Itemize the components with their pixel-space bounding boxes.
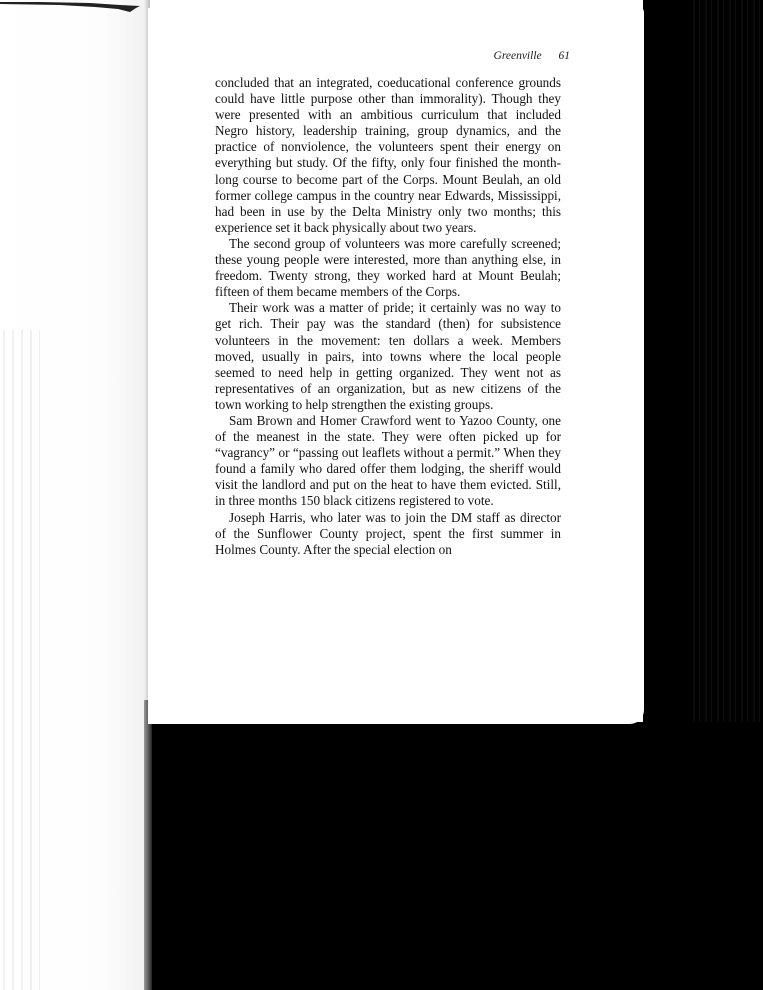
scanner-background-bottom — [147, 722, 763, 990]
body-text — [215, 75, 561, 558]
scan-corner-mark — [0, 0, 140, 14]
running-head-title: Greenville — [493, 50, 542, 62]
paragraph-second-group: The second group of volunteers was more carefully screened; these young people were interested, more than anything else, in freedom. Twenty strong, they worked hard at Mount Beulah; fifteen of them became members of the Corps. — [215, 235, 561, 300]
page-number: 61 — [558, 50, 570, 62]
paragraph-joseph-harris: Joseph Harris, who later was to join the DM staff as director of the Sunflower County project, spent the first summer in Holmes County. After the special election on — [215, 509, 561, 557]
paragraph-yazoo-county: Sam Brown and Homer Crawford went to Yazoo County, one of the meanest in the state. They were often picked up for “vagrancy” or “passing out leaflets without a permit.” When they found a family who dared offer them lodging, the sheriff would visit the landlord and put on the heat to have them evicted. Still, in three months 150 black citizens registered to vote. — [215, 412, 561, 509]
paragraph-continued: concluded that an integrated, coeducational conference grounds could have little purpose other than immorality). Though they were presented with an ambitious curriculum that included Negro history, leadership training, group dynamics, and the practice of nonviolence, the volunteers spent their energy on everything but study. Of the fifty, only four finished the month-long course to become part of the Corps. Mount Beulah, an old former college campus in the country near Edwards, Mississippi, had been in use by the Delta Ministry only two months; this experience set it back physically about two years. — [215, 75, 561, 235]
running-head — [200, 50, 570, 62]
binding-shadow — [144, 700, 152, 990]
paragraph-volunteer-work: Their work was a matter of pride; it certainly was no way to get rich. Their pay was the standard (then) for subsistence volunteers in the movement: ten dollars a week. Members moved, usually in pairs, into towns where the local people seemed to need help in getting organized. They went not as representatives of an organization, but as new citizens of the town working to help strengthen the existing groups. — [215, 300, 561, 412]
scan-edge-noise — [0, 330, 40, 990]
